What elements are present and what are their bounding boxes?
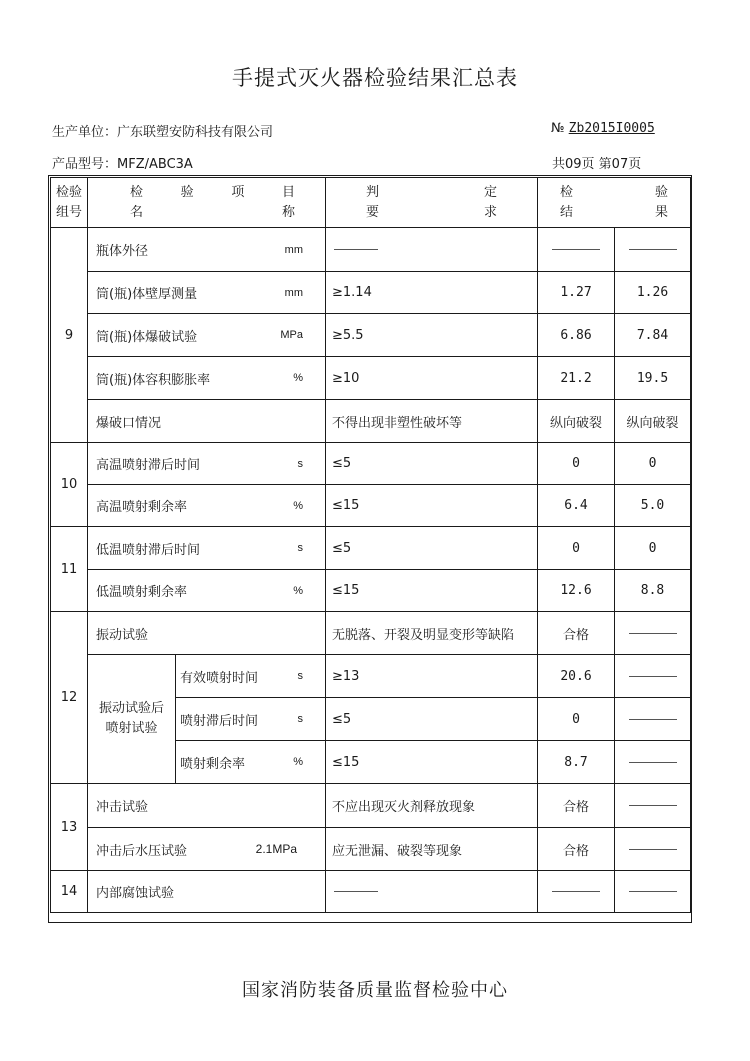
- item-name: [88, 527, 326, 570]
- group-number: 10: [51, 443, 88, 527]
- result-1: 21.2: [538, 357, 615, 400]
- item-label: 有效喷射时间: [180, 670, 259, 686]
- item-label: 筒(瓶)体容积膨胀率: [96, 372, 211, 388]
- header-result-char: 验: [654, 184, 668, 200]
- table-header-row: [51, 178, 691, 228]
- item-name: [88, 485, 326, 527]
- result-1: 合格: [538, 784, 615, 828]
- table-row: [51, 228, 691, 272]
- item-label: 冲击试验: [96, 800, 149, 815]
- empty-dash: [629, 676, 677, 677]
- requirement: [326, 228, 538, 272]
- item-name: [88, 443, 326, 485]
- header-req-char: 要: [366, 204, 380, 220]
- header-req-top: [326, 183, 537, 203]
- table-row: [51, 272, 691, 314]
- header-result: [538, 178, 691, 228]
- page-count: 共09页 第07页: [552, 157, 642, 172]
- item-unit: %: [293, 499, 303, 512]
- item-name: [88, 784, 326, 828]
- result-2: 7.84: [615, 314, 691, 357]
- header-item-char: 项: [231, 184, 245, 200]
- group-number: 14: [51, 871, 88, 913]
- item-unit: s: [297, 670, 303, 682]
- item-name: [88, 357, 326, 400]
- table-row: [51, 443, 691, 485]
- item-name: [88, 314, 326, 357]
- header-req-char: 定: [483, 184, 497, 200]
- result-2: 0: [615, 527, 691, 570]
- table-row: [51, 612, 691, 655]
- model-line: [52, 153, 193, 172]
- item-name: [176, 741, 326, 784]
- header-item-bottom: [88, 203, 325, 223]
- result-1: 20.6: [538, 655, 615, 698]
- result-1: 合格: [538, 828, 615, 871]
- item-name: [88, 570, 326, 612]
- result-2: [615, 828, 691, 871]
- table-row: [51, 485, 691, 527]
- header-item-char: 目: [281, 184, 295, 200]
- table-row: [51, 400, 691, 443]
- item-unit: s: [297, 542, 303, 554]
- item-unit: s: [297, 713, 303, 725]
- requirement: ≤15: [326, 570, 538, 612]
- requirement: ≥5.5: [326, 314, 538, 357]
- header-result-bottom: [538, 203, 690, 223]
- item-label: 内部腐蚀试验: [96, 886, 175, 901]
- item-label: 筒(瓶)体爆破试验: [96, 329, 198, 345]
- header-req-char: 判: [366, 184, 380, 200]
- result-2: 19.5: [615, 357, 691, 400]
- result-1: 0: [538, 527, 615, 570]
- group-number: 9: [51, 228, 88, 443]
- item-label: 筒(瓶)体壁厚测量: [96, 287, 198, 302]
- result-1: 合格: [538, 612, 615, 655]
- item-unit: s: [297, 457, 303, 470]
- requirement: ≤5: [326, 698, 538, 741]
- result-2: [615, 784, 691, 828]
- item-name: [176, 698, 326, 741]
- item-name: [88, 871, 326, 913]
- requirement: [326, 871, 538, 913]
- item-name: [88, 612, 326, 655]
- item-label: 振动试验: [96, 627, 149, 643]
- item-label: 瓶体外径: [96, 244, 149, 259]
- header-item: [88, 178, 326, 228]
- model-value: MFZ/ABC3A: [117, 157, 193, 172]
- table-row: [51, 357, 691, 400]
- report-number-prefix: №: [551, 121, 565, 136]
- empty-dash: [552, 891, 600, 892]
- header-group: [51, 178, 88, 228]
- header-result-top: [538, 183, 690, 203]
- requirement: 不得出现非塑性破坏等: [326, 400, 538, 443]
- result-2: 0: [615, 443, 691, 485]
- manufacturer-line: [52, 121, 273, 140]
- header-group-line2: 组号: [55, 204, 82, 220]
- header-group-line1: 检验: [55, 184, 82, 200]
- requirement: 无脱落、开裂及明显变形等缺陷: [326, 612, 538, 655]
- header-item-char: 称: [281, 204, 295, 220]
- header-item-char: 验: [180, 184, 194, 200]
- header-req-bottom: [326, 203, 537, 223]
- item-unit: MPa: [280, 329, 303, 341]
- empty-dash: [629, 719, 677, 720]
- result-1: 0: [538, 698, 615, 741]
- empty-dash: [629, 633, 677, 634]
- item-name: [88, 828, 326, 871]
- sub-group-line2: 喷射试验: [105, 721, 158, 736]
- result-2: 8.8: [615, 570, 691, 612]
- empty-dash: [629, 891, 677, 892]
- empty-dash: [334, 249, 378, 250]
- item-unit: mm: [284, 286, 303, 299]
- report-number: [551, 121, 655, 136]
- item-label: 冲击后水压试验: [96, 843, 188, 859]
- result-1: 6.4: [538, 485, 615, 527]
- item-name: [88, 400, 326, 443]
- item-name: [176, 655, 326, 698]
- table-row: [51, 527, 691, 570]
- requirement: ≥13: [326, 655, 538, 698]
- result-1: 12.6: [538, 570, 615, 612]
- table-row: [51, 314, 691, 357]
- item-unit: 2.1MPa: [255, 842, 297, 856]
- requirement: 应无泄漏、破裂等现象: [326, 828, 538, 871]
- table-row: [51, 570, 691, 612]
- header-result-char: 果: [654, 204, 668, 220]
- issuing-authority: 国家消防装备质量监督检验中心: [242, 980, 508, 1001]
- sub-group-line1: 振动试验后: [98, 701, 164, 716]
- requirement: ≤15: [326, 485, 538, 527]
- item-unit: %: [293, 584, 303, 597]
- header-result-char: 结: [560, 204, 574, 220]
- item-label: 喷射剩余率: [180, 756, 246, 772]
- result-2: [615, 871, 691, 913]
- result-2: [615, 655, 691, 698]
- item-label: 低温喷射滞后时间: [96, 542, 201, 558]
- empty-dash: [629, 849, 677, 850]
- result-2: [615, 228, 691, 272]
- item-unit: %: [293, 756, 303, 768]
- table-row: [51, 828, 691, 871]
- item-label: 爆破口情况: [96, 415, 162, 431]
- item-label: 高温喷射剩余率: [96, 500, 188, 515]
- requirement: 不应出现灭火剂释放现象: [326, 784, 538, 828]
- header-result-char: 检: [560, 184, 574, 200]
- item-label: 喷射滞后时间: [180, 713, 259, 729]
- result-1: 纵向破裂: [538, 400, 615, 443]
- manufacturer-label: 生产单位：: [52, 125, 118, 140]
- group-number: 11: [51, 527, 88, 612]
- result-1: 8.7: [538, 741, 615, 784]
- table-row: [51, 784, 691, 828]
- requirement: ≤15: [326, 741, 538, 784]
- item-name: [88, 228, 326, 272]
- empty-dash: [552, 249, 600, 250]
- item-unit: %: [293, 372, 303, 384]
- results-table: [50, 177, 691, 913]
- header-item-char: 检: [130, 184, 144, 200]
- empty-dash: [334, 891, 378, 892]
- item-name: [88, 272, 326, 314]
- header-requirement: [326, 178, 538, 228]
- result-2: [615, 741, 691, 784]
- item-unit: mm: [284, 243, 303, 256]
- header-item-top: [88, 183, 325, 203]
- table-row: [51, 871, 691, 913]
- empty-dash: [629, 762, 677, 763]
- result-2: 1.26: [615, 272, 691, 314]
- sub-group-label: [88, 655, 176, 784]
- table-row: [51, 655, 691, 698]
- empty-dash: [629, 249, 677, 250]
- header-req-char: 求: [483, 204, 497, 220]
- group-number: 12: [51, 612, 88, 784]
- result-1: [538, 871, 615, 913]
- page-title: 手提式灭火器检验结果汇总表: [232, 66, 518, 90]
- result-1: [538, 228, 615, 272]
- item-label: 高温喷射滞后时间: [96, 458, 201, 473]
- result-1: 1.27: [538, 272, 615, 314]
- result-2: 纵向破裂: [615, 400, 691, 443]
- item-label: 低温喷射剩余率: [96, 585, 188, 600]
- result-2: 5.0: [615, 485, 691, 527]
- manufacturer-value: 广东联塑安防科技有限公司: [117, 125, 274, 140]
- model-label: 产品型号：: [52, 157, 118, 172]
- result-1: 6.86: [538, 314, 615, 357]
- report-number-value: Zb2015I0005: [568, 121, 655, 136]
- empty-dash: [629, 805, 677, 806]
- result-2: [615, 612, 691, 655]
- requirement: ≤5: [326, 443, 538, 485]
- requirement: ≥10: [326, 357, 538, 400]
- group-number: 13: [51, 784, 88, 871]
- result-2: [615, 698, 691, 741]
- requirement: ≤5: [326, 527, 538, 570]
- header-item-char: 名: [130, 204, 144, 220]
- requirement: ≥1.14: [326, 272, 538, 314]
- result-1: 0: [538, 443, 615, 485]
